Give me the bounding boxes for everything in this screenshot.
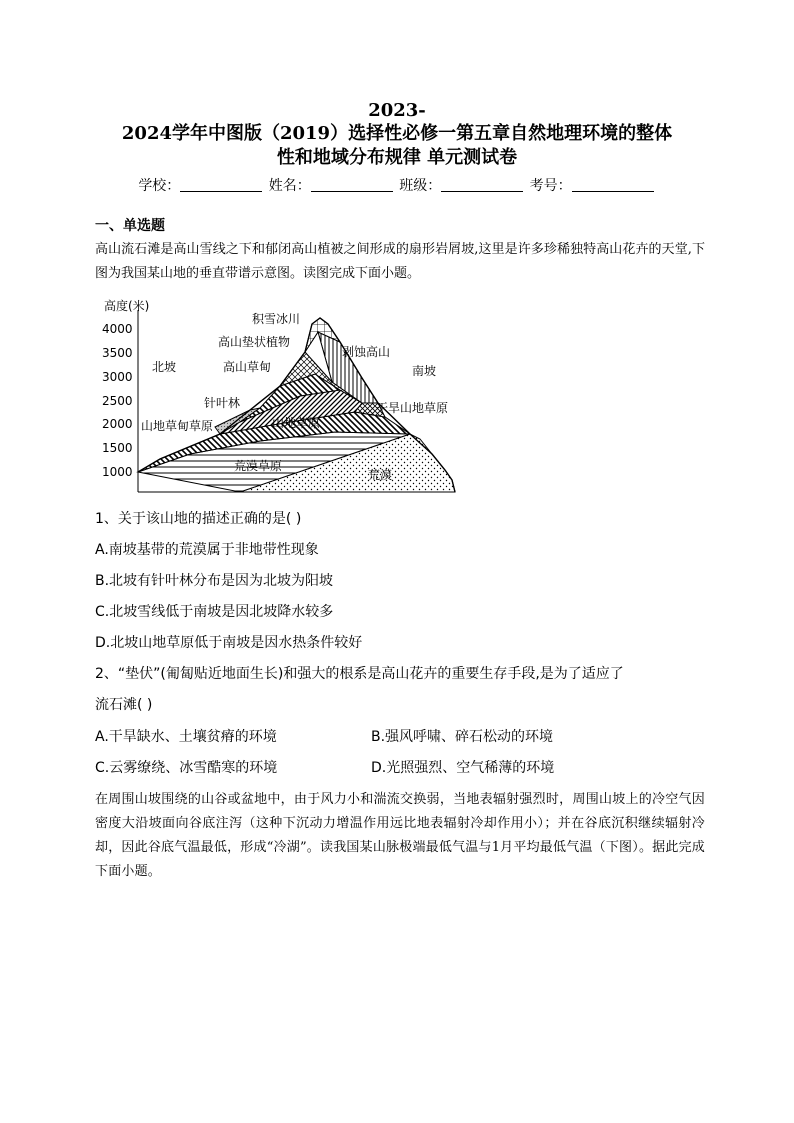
passage-1: 高山流石滩是高山雪线之下和郁闭高山植被之间形成的扇形岩屑坡,这里是许多珍稀独特高山花卉的天堂,下图为我国某山地的垂直带谱示意图。读图完成下面小题。	[95, 242, 705, 281]
title-line-1: 2023-	[368, 100, 426, 121]
label-alpine-cushion: 高山垫状植物	[218, 335, 291, 349]
y-tick-4000: 4000	[102, 322, 133, 336]
q1-option-d[interactable]: D.北坡山地草原低于南坡是因水热条件较好	[95, 635, 363, 651]
class-blank	[441, 177, 523, 192]
student-info-row	[0, 176, 794, 196]
q1-option-a[interactable]: A.南坡基带的荒漠属于非地带性现象	[95, 542, 319, 558]
label-alpine-meadow: 高山草甸	[223, 360, 272, 374]
y-tick-2500: 2500	[102, 394, 133, 408]
q1-option-b[interactable]: B.北坡有针叶林分布是因为北坡为阳坡	[95, 573, 334, 589]
y-axis-title: 高度(米)	[104, 299, 150, 313]
vertical-zonation-diagram	[100, 296, 470, 500]
name-blank	[311, 177, 393, 192]
label-dry-mountain-steppe: 干旱山地草原	[376, 401, 449, 415]
title-line-2: 2024学年中图版（2019）选择性必修一第五章自然地理环境的整体	[121, 123, 673, 144]
q1-stem: 1、关于该山地的描述正确的是( )	[95, 511, 302, 527]
section-title: 一、单选题	[95, 218, 165, 234]
q2-stem-line-1: 2、“垫伏”(匍匐贴近地面生长)和强大的根系是高山花卉的重要生存手段,是为了适应了	[95, 666, 624, 682]
y-tick-3000: 3000	[102, 370, 133, 384]
label-north-slope: 北坡	[152, 360, 177, 374]
y-tick-2000: 2000	[102, 417, 133, 431]
q2-option-c[interactable]: C.云雾缭绕、冰雪酷寒的环境	[95, 760, 278, 776]
name-label: 姓名：	[268, 178, 311, 194]
q2-option-b[interactable]: B.强风呼啸、碎石松动的环境	[371, 729, 554, 745]
label-desert: 荒漠	[368, 468, 393, 482]
q2-option-d[interactable]: D.光照强烈、空气稀薄的环境	[371, 760, 555, 776]
label-mountain-meadow-steppe: 山地草甸草原	[141, 419, 214, 433]
school-blank	[180, 177, 262, 192]
label-desert-steppe: 荒漠草原	[234, 459, 283, 473]
label-snow-glacier: 积雪冰川	[252, 312, 301, 326]
q2-option-a[interactable]: A.干旱缺水、土壤贫瘠的环境	[95, 729, 277, 745]
exam-number-blank	[572, 177, 654, 192]
school-label: 学校：	[138, 178, 181, 194]
q1-option-c[interactable]: C.北坡雪线低于南坡是因北坡降水较多	[95, 604, 334, 620]
title-line-3: 性和地域分布规律 单元测试卷	[276, 147, 518, 168]
y-tick-1000: 1000	[102, 465, 133, 479]
passage-2: 在周围山坡围绕的山谷或盆地中，由于风力小和湍流交换弱，当地表辐射强烈时，周围山坡上的冷空气因密度大沿坡面向谷底注泻（这种下沉动力增温作用远比地表辐射冷却作用小）；并在谷底沉积继续辐射冷却，因此谷底气温最低，形成“冷湖”。读我国某山脉极端最低气温与1月平均最低气温（下图）。据此完成下面小题。	[95, 792, 705, 879]
exam-number-label: 考号：	[529, 178, 572, 194]
label-mountain-steppe: 山地草原	[272, 416, 321, 430]
y-tick-3500: 3500	[102, 346, 133, 360]
label-denuded-mountain: 剥蚀高山	[342, 345, 391, 359]
label-south-slope: 南坡	[412, 364, 437, 378]
q2-stem-line-2: 流石滩( )	[95, 697, 153, 713]
y-tick-1500: 1500	[102, 441, 133, 455]
class-label: 班级：	[399, 178, 442, 194]
label-coniferous-forest: 针叶林	[204, 396, 241, 410]
